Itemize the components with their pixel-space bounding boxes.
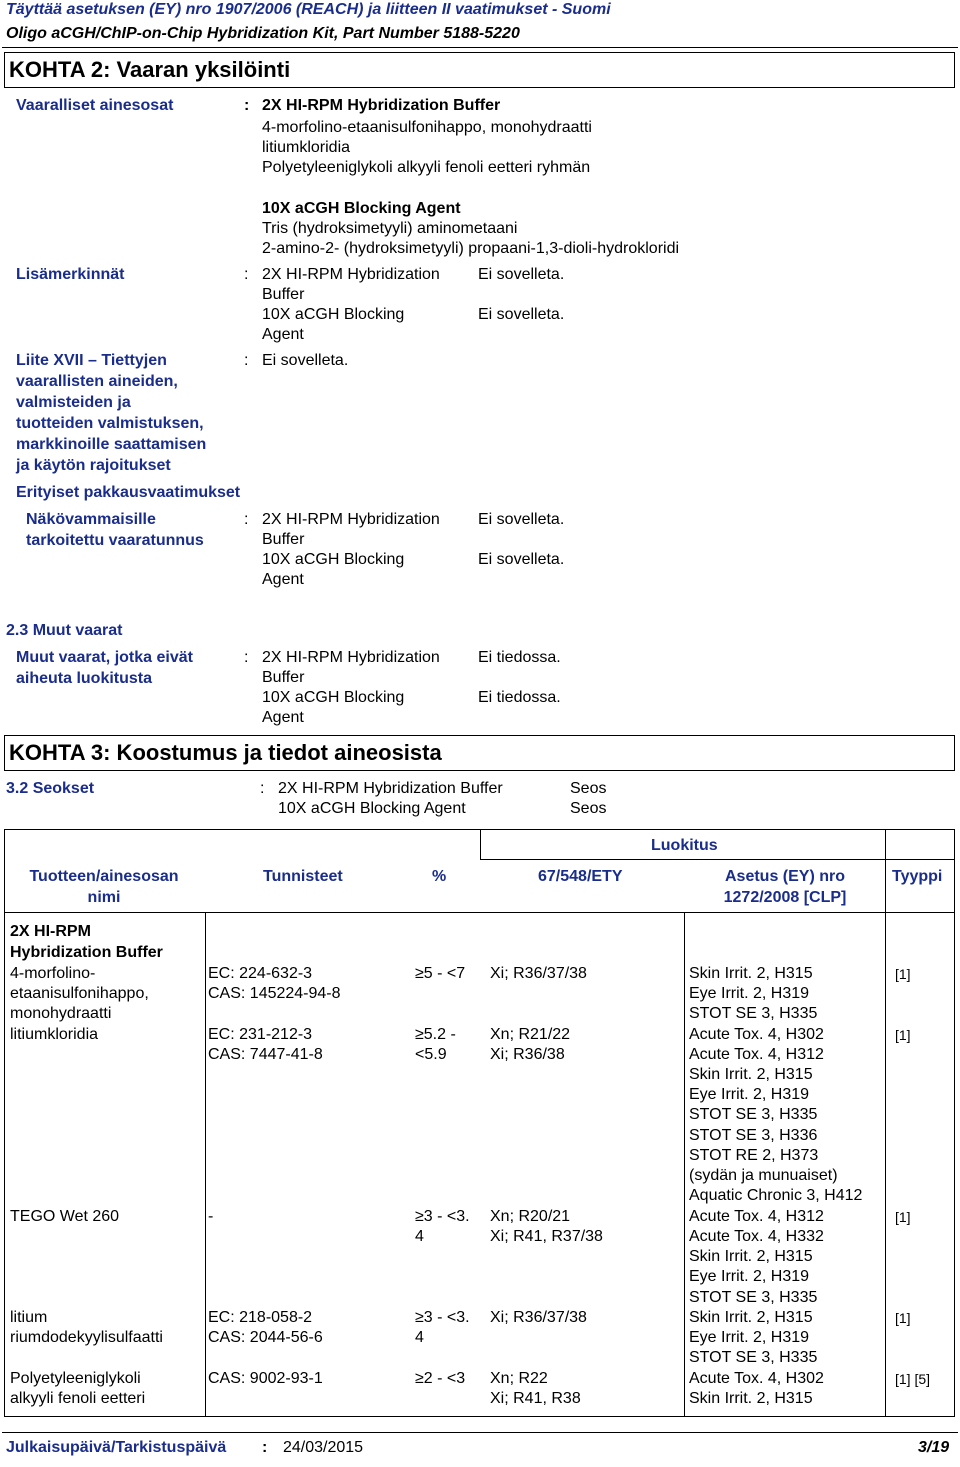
section3-title-box xyxy=(4,735,955,771)
row-ids: EC: 218-058-2 xyxy=(208,1309,313,1326)
row-dsd: Xn; R20/21 xyxy=(490,1208,571,1225)
col-header-clp: 1272/2008 [CLP] xyxy=(723,889,847,906)
row-clp: Eye Irrit. 2, H319 xyxy=(689,1086,810,1103)
row-clp: STOT SE 3, H335 xyxy=(689,1349,818,1366)
row-clp: STOT SE 3, H336 xyxy=(689,1127,818,1144)
supplemental-value: Ei sovelleta. xyxy=(478,306,565,323)
row-name: TEGO Wet 260 xyxy=(10,1208,120,1225)
row-clp: Aquatic Chronic 3, H412 xyxy=(689,1187,863,1204)
mixture-product: 10X aCGH Blocking Agent xyxy=(278,800,466,817)
row-pct: ≥5.2 - xyxy=(415,1026,456,1043)
row-type: [1] xyxy=(895,1027,911,1043)
row-dsd: Xi; R36/38 xyxy=(490,1046,565,1063)
row-pct: ≥3 - <3. xyxy=(415,1309,470,1326)
hazardous-line: 4-morfolino-etaanisulfonihappo, monohydraatti xyxy=(262,119,592,136)
supplemental-product: 10X aCGH Blocking xyxy=(262,306,405,323)
mixture-value: Seos xyxy=(570,780,607,797)
classification-header: Luokitus xyxy=(651,837,718,854)
supplemental-product: Agent xyxy=(262,326,304,343)
other-product: 10X aCGH Blocking xyxy=(262,689,405,706)
section3-title: KOHTA 3: Koostumus ja tiedot aineosista xyxy=(9,740,442,765)
packaging-product: Agent xyxy=(262,571,304,588)
row-dsd: Xi; R41, R38 xyxy=(490,1390,581,1407)
col-header-type: Tyyppi xyxy=(892,868,943,885)
footer-date: 24/03/2015 xyxy=(283,1439,364,1456)
row-dsd: Xn; R22 xyxy=(490,1370,548,1387)
row-clp: STOT SE 3, H335 xyxy=(689,1106,818,1123)
colon: : xyxy=(260,780,265,797)
row-name: monohydraatti xyxy=(10,1005,112,1022)
hazardous-line: 2-amino-2- (hydroksimetyyli) propaani-1,3-dioli-hydrokloridi xyxy=(262,240,680,257)
colon: : xyxy=(244,511,249,528)
row-pct: ≥3 - <3. xyxy=(415,1208,470,1225)
packaging-title: Erityiset pakkausvaatimukset xyxy=(16,484,241,501)
annex-label: vaarallisten aineiden, xyxy=(16,373,178,390)
row-clp: Eye Irrit. 2, H319 xyxy=(689,985,810,1002)
packaging-product: 10X aCGH Blocking xyxy=(262,551,405,568)
packaging-product: Buffer xyxy=(262,531,305,548)
row-name: 4-morfolino- xyxy=(10,965,96,982)
table-rule xyxy=(480,829,481,859)
tactile-label: tarkoitettu vaaratunnus xyxy=(26,532,204,549)
row-clp: Eye Irrit. 2, H319 xyxy=(689,1268,810,1285)
annex-label: tuotteiden valmistuksen, xyxy=(16,415,204,432)
header-rule xyxy=(2,47,958,48)
row-pct: 4 xyxy=(415,1228,424,1245)
hazardous-product-2: 10X aCGH Blocking Agent xyxy=(262,200,461,217)
hazardous-line: Tris (hydroksimetyyli) aminometaani xyxy=(262,220,518,237)
row-ids: EC: 231-212-3 xyxy=(208,1026,313,1043)
other-hazards-title: 2.3 Muut vaarat xyxy=(6,622,123,639)
row-clp: Acute Tox. 4, H312 xyxy=(689,1046,824,1063)
section2-title: KOHTA 2: Vaaran yksilöinti xyxy=(9,57,291,82)
table-rule xyxy=(480,859,954,860)
col-header-name: Tuotteen/ainesosan xyxy=(29,868,179,885)
row-ids: CAS: 9002-93-1 xyxy=(208,1370,323,1387)
other-product: Buffer xyxy=(262,669,305,686)
regulation-header: Täyttää asetuksen (EY) nro 1907/2006 (REACH) ja liitteen II vaatimukset - Suomi xyxy=(6,1,611,18)
row-pct: 4 xyxy=(415,1329,424,1346)
row-name: etaanisulfonihappo, xyxy=(10,985,149,1002)
row-clp: STOT SE 3, H335 xyxy=(689,1005,818,1022)
supplemental-product: 2X HI-RPM Hybridization xyxy=(262,266,440,283)
packaging-value: Ei sovelleta. xyxy=(478,551,565,568)
row-ids: EC: 224-632-3 xyxy=(208,965,313,982)
other-product: Agent xyxy=(262,709,304,726)
col-header-pct: % xyxy=(432,868,447,885)
mixture-product: 2X HI-RPM Hybridization Buffer xyxy=(278,780,503,797)
mixtures-label: 3.2 Seokset xyxy=(6,780,95,797)
col-header-clp: Asetus (EY) nro xyxy=(724,868,845,885)
col-header-dsd: 67/548/ETY xyxy=(538,868,623,885)
hazardous-components-label: Vaaralliset ainesosat xyxy=(16,97,174,114)
colon: : xyxy=(244,352,249,369)
annex-label: markkinoille saattamisen xyxy=(16,436,207,453)
col-header-ids: Tunnisteet xyxy=(263,868,343,885)
page-number: 3/19 xyxy=(918,1439,950,1456)
row-type: [1] xyxy=(895,1310,911,1326)
row-clp: Skin Irrit. 2, H315 xyxy=(689,965,813,982)
packaging-product: 2X HI-RPM Hybridization xyxy=(262,511,440,528)
col-header-name: nimi xyxy=(87,889,121,906)
annex-label: ja käytön rajoitukset xyxy=(16,457,171,474)
group-title: 2X HI-RPM xyxy=(10,923,91,940)
row-type: [1] xyxy=(895,1209,911,1225)
supplemental-label: Lisämerkinnät xyxy=(16,266,125,283)
row-ids: - xyxy=(208,1208,214,1225)
row-ids: CAS: 7447-41-8 xyxy=(208,1046,323,1063)
other-hazards-label: aiheuta luokitusta xyxy=(16,670,153,687)
other-hazards-label: Muut vaarat, jotka eivät xyxy=(16,649,193,666)
annex-label: valmisteiden ja xyxy=(16,394,131,411)
row-dsd: Xn; R21/22 xyxy=(490,1026,571,1043)
colon: : xyxy=(244,266,249,283)
row-clp: Skin Irrit. 2, H315 xyxy=(689,1309,813,1326)
other-value: Ei tiedossa. xyxy=(478,649,561,666)
hazardous-line: litiumkloridia xyxy=(262,139,351,156)
table-rule xyxy=(4,912,954,913)
supplemental-product: Buffer xyxy=(262,286,305,303)
row-dsd: Xi; R41, R37/38 xyxy=(490,1228,603,1245)
table-rule xyxy=(885,829,886,1416)
row-clp: Skin Irrit. 2, H315 xyxy=(689,1390,813,1407)
footer-label: Julkaisupäivä/Tarkistuspäivä xyxy=(6,1439,227,1456)
row-name: Polyetyleeniglykoli xyxy=(10,1370,141,1387)
tactile-label: Näkövammaisille xyxy=(26,511,156,528)
mixture-value: Seos xyxy=(570,800,607,817)
annex-label: Liite XVII – Tiettyjen xyxy=(16,352,167,369)
row-name: alkyyli fenoli eetteri xyxy=(10,1390,146,1407)
row-type: [1] xyxy=(895,966,911,982)
row-clp: Skin Irrit. 2, H315 xyxy=(689,1066,813,1083)
supplemental-value: Ei sovelleta. xyxy=(478,266,565,283)
group-title: Hybridization Buffer xyxy=(10,944,163,961)
product-header: Oligo aCGH/ChIP-on-Chip Hybridization Kit, Part Number 5188-5220 xyxy=(6,25,520,42)
row-clp: STOT SE 3, H335 xyxy=(689,1289,818,1306)
hazardous-product-1: 2X HI-RPM Hybridization Buffer xyxy=(262,97,501,114)
footer-rule xyxy=(2,1432,958,1433)
table-rule xyxy=(684,912,685,1416)
row-name: litiumkloridia xyxy=(10,1026,99,1043)
hazardous-line: Polyetyleeniglykoli alkyyli fenoli eetteri ryhmän xyxy=(262,159,591,176)
section2-title-box xyxy=(4,52,955,88)
row-clp: Acute Tox. 4, H312 xyxy=(689,1208,824,1225)
row-dsd: Xi; R36/37/38 xyxy=(490,1309,587,1326)
row-clp: Acute Tox. 4, H302 xyxy=(689,1370,824,1387)
table-rule xyxy=(205,912,206,1416)
colon: : xyxy=(244,649,249,666)
row-pct: ≥2 - <3 xyxy=(415,1370,466,1387)
packaging-value: Ei sovelleta. xyxy=(478,511,565,528)
row-ids: CAS: 145224-94-8 xyxy=(208,985,341,1002)
row-pct: ≥5 - <7 xyxy=(415,965,466,982)
row-pct: <5.9 xyxy=(415,1046,447,1063)
row-type: [1] [5] xyxy=(895,1371,931,1387)
row-name: riumdodekyylisulfaatti xyxy=(10,1329,163,1346)
row-clp: STOT RE 2, H373 xyxy=(689,1147,819,1164)
annex-value: Ei sovelleta. xyxy=(262,352,349,369)
row-clp: (sydän ja munuaiset) xyxy=(689,1167,838,1184)
footer-colon: : xyxy=(262,1439,268,1456)
other-value: Ei tiedossa. xyxy=(478,689,561,706)
row-clp: Skin Irrit. 2, H315 xyxy=(689,1248,813,1265)
row-name: litium xyxy=(10,1309,48,1326)
row-clp: Acute Tox. 4, H332 xyxy=(689,1228,824,1245)
row-dsd: Xi; R36/37/38 xyxy=(490,965,587,982)
colon: : xyxy=(244,97,250,114)
other-product: 2X HI-RPM Hybridization xyxy=(262,649,440,666)
row-clp: Eye Irrit. 2, H319 xyxy=(689,1329,810,1346)
row-ids: CAS: 2044-56-6 xyxy=(208,1329,323,1346)
row-clp: Acute Tox. 4, H302 xyxy=(689,1026,824,1043)
